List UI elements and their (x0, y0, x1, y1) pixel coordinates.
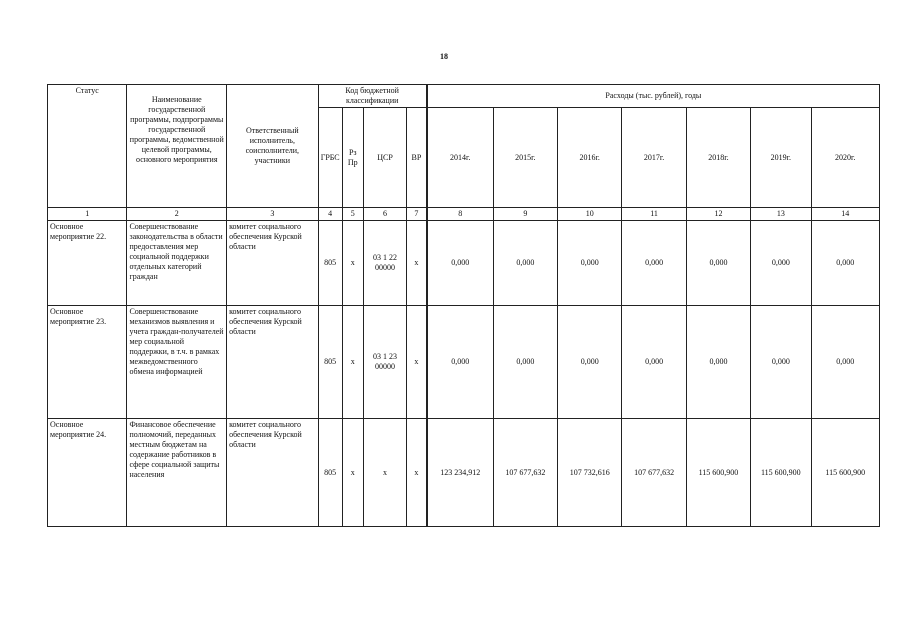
header-name: Наименование государственной программы, подпрограммы государственной программы, ведомственной целевой программы, основного мероприятия (127, 85, 227, 208)
expense-cell: 115 600,900 (686, 419, 750, 527)
expense-cell: 115 600,900 (751, 419, 811, 527)
executor-cell: комитет социального обеспечения Курской области (227, 419, 319, 527)
header-year: 2019г. (751, 108, 811, 208)
column-number: 14 (811, 208, 880, 221)
status-cell: Основное мероприятие 24. (48, 419, 127, 527)
expense-cell: 0,000 (811, 306, 880, 419)
expense-cell: 115 600,900 (811, 419, 880, 527)
name-cell: Финансовое обеспечение полномочий, переданных местным бюджетам на содержание работников в сфере социальной защиты населения (127, 419, 227, 527)
header-vr: ВР (407, 108, 427, 208)
column-number: 3 (227, 208, 319, 221)
name-cell: Совершенствование механизмов выявления и учета граждан-получателей мер социальной поддержки, в т.ч. в рамках межведомственного обмена информацией (127, 306, 227, 419)
expense-cell: 0,000 (427, 221, 493, 306)
expense-cell: 0,000 (811, 221, 880, 306)
expense-cell: 107 677,632 (493, 419, 557, 527)
header-executor: Ответственный исполнитель, соисполнители, участники (227, 85, 319, 208)
column-number: 5 (342, 208, 363, 221)
csr-cell: 03 1 22 00000 (363, 221, 406, 306)
header-year: 2020г. (811, 108, 880, 208)
header-expenses: Расходы (тыс. рублей), годы (427, 85, 880, 108)
expense-cell: 107 732,616 (558, 419, 622, 527)
header-year: 2015г. (493, 108, 557, 208)
vr-cell: х (407, 419, 427, 527)
column-number: 1 (48, 208, 127, 221)
status-cell: Основное мероприятие 23. (48, 306, 127, 419)
rzpr-cell: х (342, 221, 363, 306)
column-number: 10 (558, 208, 622, 221)
expense-cell: 0,000 (427, 306, 493, 419)
executor-cell: комитет социального обеспечения Курской области (227, 221, 319, 306)
csr-cell: х (363, 419, 406, 527)
expense-cell: 0,000 (751, 306, 811, 419)
rzpr-cell: х (342, 306, 363, 419)
column-number: 9 (493, 208, 557, 221)
column-number: 12 (686, 208, 750, 221)
table-row (48, 306, 880, 419)
expense-cell: 0,000 (493, 221, 557, 306)
column-number: 4 (318, 208, 342, 221)
expense-cell: 0,000 (622, 306, 686, 419)
header-year: 2014г. (427, 108, 493, 208)
grbs-cell: 805 (318, 221, 342, 306)
name-cell: Совершенствование законодательства в области предоставления мер социальной поддержки отдельных категорий граждан (127, 221, 227, 306)
expense-cell: 0,000 (493, 306, 557, 419)
csr-cell: 03 1 23 00000 (363, 306, 406, 419)
vr-cell: х (407, 221, 427, 306)
header-year: 2018г. (686, 108, 750, 208)
header-status: Статус (48, 85, 127, 208)
table-row (48, 221, 880, 306)
column-number: 8 (427, 208, 493, 221)
expense-cell: 0,000 (558, 306, 622, 419)
header-year: 2016г. (558, 108, 622, 208)
header-year: 2017г. (622, 108, 686, 208)
expense-cell: 123 234,912 (427, 419, 493, 527)
status-cell: Основное мероприятие 22. (48, 221, 127, 306)
header-grbs: ГРБС (318, 108, 342, 208)
expense-cell: 0,000 (686, 306, 750, 419)
grbs-cell: 805 (318, 306, 342, 419)
vr-cell: х (407, 306, 427, 419)
expense-cell: 0,000 (558, 221, 622, 306)
column-number: 6 (363, 208, 406, 221)
column-number: 7 (407, 208, 427, 221)
column-number: 2 (127, 208, 227, 221)
expense-cell: 0,000 (622, 221, 686, 306)
header-rzpr: Рз Пр (342, 108, 363, 208)
budget-table (47, 84, 880, 527)
column-number: 13 (751, 208, 811, 221)
header-budget-code: Код бюджетной классификации (318, 85, 427, 108)
rzpr-cell: х (342, 419, 363, 527)
page-number: 18 (440, 52, 448, 61)
header-csr: ЦСР (363, 108, 406, 208)
expense-cell: 0,000 (686, 221, 750, 306)
column-number: 11 (622, 208, 686, 221)
grbs-cell: 805 (318, 419, 342, 527)
executor-cell: комитет социального обеспечения Курской области (227, 306, 319, 419)
expense-cell: 0,000 (751, 221, 811, 306)
column-number-row (48, 208, 880, 221)
table-row (48, 419, 880, 527)
expense-cell: 107 677,632 (622, 419, 686, 527)
